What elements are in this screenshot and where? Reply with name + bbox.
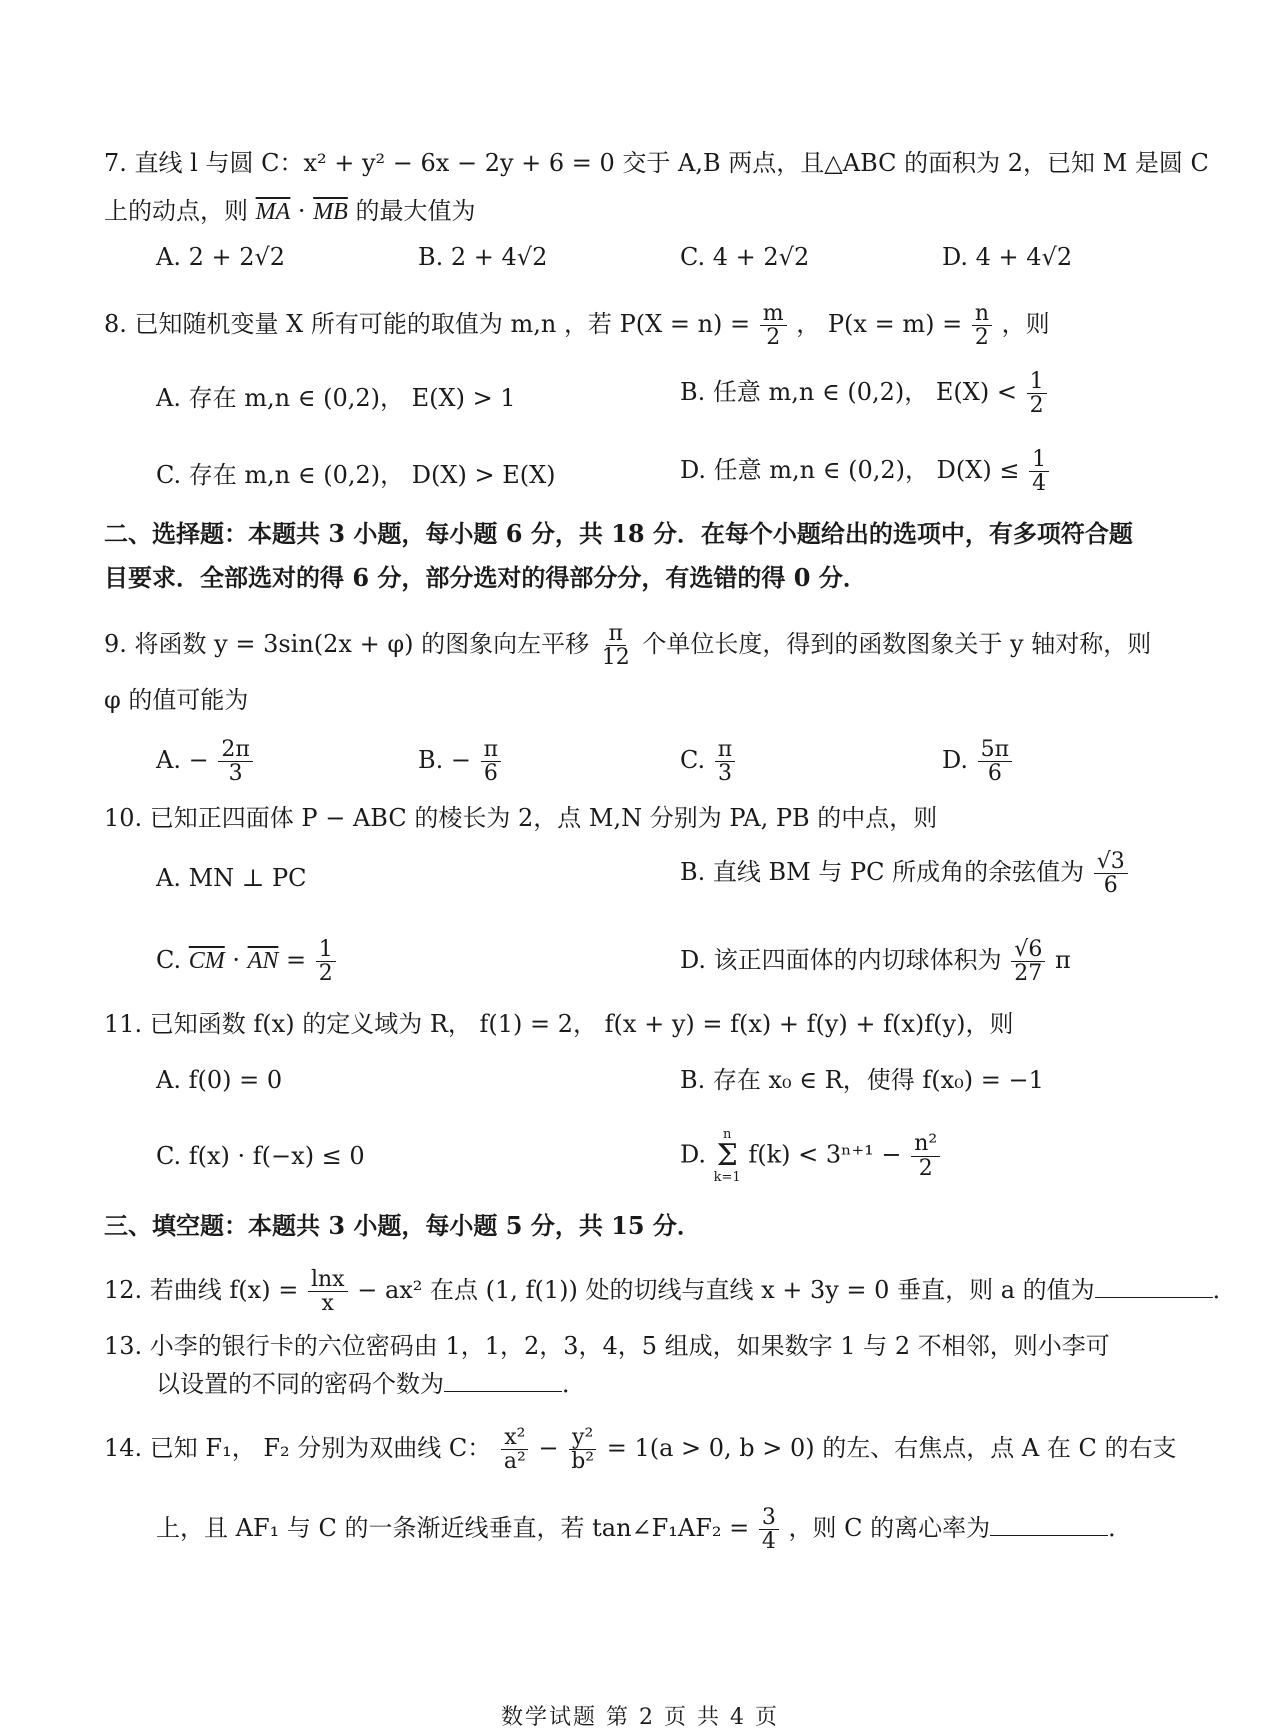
- q10-dot: ·: [224, 946, 248, 975]
- q14-end: ．: [1108, 1514, 1133, 1543]
- option-fraction: [481, 738, 501, 785]
- q10-option-b-fraction: [1094, 850, 1128, 897]
- q8-stem-post: ，则: [1001, 310, 1050, 339]
- q8-option-b-fraction: [1027, 370, 1047, 417]
- sum-symbol: Σ: [716, 1138, 738, 1173]
- q10-option-c: [156, 938, 338, 985]
- q8-stem-pre: 8. 已知随机变量 X 所有可能的取值为 m,n ，若 P(X = n) =: [104, 310, 751, 339]
- fraction-numerator: π: [606, 622, 626, 646]
- q10-option-b: [680, 850, 1130, 897]
- q12-answer-blank[interactable]: [1095, 1273, 1213, 1298]
- fraction-numerator: 1: [316, 938, 336, 962]
- q7-stem-line1: 7. 直线 l 与圆 C：x² + y² − 6x − 2y + 6 = 0 交于 A,B 两点，且△ABC 的面积为 2，已知 M 是圆 C: [104, 149, 1209, 177]
- fraction-denominator: a²: [503, 1449, 526, 1475]
- q11-option-d-fraction: [911, 1132, 940, 1179]
- fraction-denominator: 27: [1014, 961, 1043, 987]
- fraction-numerator: lnx: [308, 1268, 348, 1292]
- option-label: A. −: [156, 746, 209, 775]
- option-label: D.: [942, 746, 969, 775]
- option-label: C.: [680, 746, 706, 775]
- q8-option-a: A. 存在 m,n ∈ (0,2)， E(X) > 1: [156, 384, 516, 412]
- q9-option-d: [942, 738, 1014, 785]
- section-3-heading: 三、填空题：本题共 3 小题，每小题 5 分，共 15 分．: [104, 1211, 701, 1240]
- q7-vector-ma: $\overline{MA}$: [255, 199, 291, 225]
- q7-option-a: A. 2 + 2√2: [156, 243, 286, 271]
- q9-option-a: [156, 738, 255, 785]
- q10-stem: 10. 已知正四面体 P − ABC 的棱长为 2，点 M,N 分别为 PA, PB 的中点，则: [104, 804, 938, 832]
- q9-stem-pre: 9. 将函数 y = 3sin(2x + φ) 的图象向左平移: [104, 630, 590, 659]
- q11-option-d-text: f(k) < 3ⁿ⁺¹ −: [748, 1140, 902, 1169]
- fraction-denominator: x: [321, 1291, 334, 1317]
- q11-option-b: B. 存在 x₀ ∈ R，使得 f(x₀) = −1: [680, 1066, 1044, 1094]
- option-fraction: [218, 738, 252, 785]
- q13-answer-blank[interactable]: [444, 1367, 562, 1392]
- q14-fraction-y2-over-b2: [568, 1426, 597, 1473]
- fraction-numerator: y²: [569, 1426, 596, 1450]
- q14-stem-line1: [104, 1426, 1180, 1473]
- fraction-denominator: 2: [974, 325, 989, 351]
- q12-stem-post: − ax² 在点 (1, f(1)) 处的切线与直线 x + 3y = 0 垂直，则 a 的值为: [357, 1276, 1095, 1305]
- q10-option-d-text: D. 该正四面体的内切球体积为: [680, 946, 1002, 975]
- q14-stem-post: = 1(a > 0, b > 0) 的左、右焦点，点 A 在 C 的右支: [606, 1434, 1177, 1463]
- fraction-numerator: 2π: [218, 738, 252, 762]
- q7-stem-line2: [104, 193, 1180, 230]
- q11-option-c: C. f(x) · f(−x) ≤ 0: [156, 1142, 365, 1170]
- fraction-denominator: 2: [1029, 393, 1044, 419]
- q8-stem: [104, 302, 1180, 349]
- page-footer: 数学试题 第 2 页 共 4 页: [501, 1705, 779, 1730]
- sum-upper: n: [722, 1127, 732, 1142]
- q8-option-d-text: D. 任意 m,n ∈ (0,2)， D(X) ≤: [680, 456, 1020, 485]
- q14-line2-post: ，则 C 的离心率为: [788, 1514, 991, 1543]
- option-label: D.: [680, 1140, 707, 1169]
- q14-fraction-3-over-4: [759, 1506, 779, 1553]
- fraction-numerator: √6: [1011, 938, 1045, 962]
- fraction-denominator: 2: [766, 325, 781, 351]
- fraction-numerator: 1: [1029, 448, 1049, 472]
- sum-lower: k=1: [713, 1170, 741, 1185]
- q8-fraction-m-over-2: [760, 302, 787, 349]
- fraction-denominator: 3: [718, 761, 733, 787]
- q9-stem: [104, 622, 1180, 669]
- fraction-numerator: √3: [1094, 850, 1128, 874]
- q8-option-d: [680, 448, 1051, 495]
- q10-equals: =: [278, 946, 307, 975]
- q10-option-a: A. MN ⊥ PC: [156, 864, 307, 892]
- q13-end: ．: [562, 1370, 586, 1398]
- q10-option-d-pi: π: [1054, 946, 1071, 975]
- q8-option-b-text: B. 任意 m,n ∈ (0,2)， E(X) <: [680, 378, 1017, 407]
- fraction-denominator: 6: [483, 761, 498, 787]
- q7-stem-pre: 上的动点，则: [104, 197, 256, 225]
- q14-stem-line2: [156, 1506, 1180, 1553]
- q8-option-c: C. 存在 m,n ∈ (0,2)， D(X) > E(X): [156, 461, 556, 489]
- q13-stem-pre: 以设置的不同的密码个数为: [156, 1370, 444, 1398]
- q14-line2-pre: 上，且 AF₁ 与 C 的一条渐近线垂直，若 tan∠F₁AF₂ =: [156, 1514, 750, 1543]
- q7-option-d: D. 4 + 4√2: [942, 243, 1073, 271]
- fraction-denominator: 6: [987, 761, 1002, 787]
- option-label: B. −: [418, 746, 472, 775]
- option-fraction: [715, 738, 735, 785]
- q8-stem-mid: ， P(x = m) =: [796, 310, 963, 339]
- q10-option-d: [680, 938, 1071, 985]
- fraction-denominator: 6: [1103, 873, 1118, 899]
- fraction-denominator: 2: [318, 961, 333, 987]
- q8-option-d-fraction: [1029, 448, 1049, 495]
- q11-option-a: A. f(0) = 0: [156, 1066, 283, 1094]
- q11-option-d: [680, 1128, 942, 1184]
- q10-option-c-fraction: [316, 938, 336, 985]
- q8-fraction-n-over-2: [972, 302, 992, 349]
- q7-option-b: B. 2 + 4√2: [418, 243, 548, 271]
- q10-option-d-fraction: [1011, 938, 1045, 985]
- q7-vector-mb: $\overline{MB}$: [313, 199, 348, 225]
- section-2-heading-line1: 二、选择题：本题共 3 小题，每小题 6 分，共 18 分．在每个小题给出的选项中，有多项符合题: [104, 519, 1133, 548]
- q7-dot: ·: [290, 197, 314, 225]
- q12-stem-pre: 12. 若曲线 f(x) =: [104, 1276, 299, 1305]
- fraction-numerator: 3: [759, 1506, 779, 1530]
- q12-fraction-lnx-over-x: [308, 1268, 348, 1315]
- q8-option-b: [680, 370, 1049, 417]
- q7-stem-post: 的最大值为: [347, 197, 476, 225]
- fraction-numerator: 1: [1027, 370, 1047, 394]
- fraction-numerator: π: [715, 738, 735, 762]
- q10-vector-cm: $\overline{CM}$: [188, 948, 225, 975]
- q9-stem-line2: φ 的值可能为: [104, 686, 249, 714]
- fraction-numerator: x²: [501, 1426, 528, 1450]
- q13-stem-line1: 13. 小李的银行卡的六位密码由 1，1，2，3，4，5 组成，如果数字 1 与 2 不相邻，则小李可: [104, 1332, 1110, 1360]
- q12-stem: [104, 1267, 1237, 1317]
- fraction-numerator: n: [972, 302, 992, 326]
- q14-stem-pre: 14. 已知 F₁， F₂ 分别为双曲线 C：: [104, 1434, 492, 1463]
- fraction-denominator: b²: [571, 1449, 595, 1475]
- q14-answer-blank[interactable]: [990, 1511, 1108, 1536]
- fraction-numerator: m: [760, 302, 787, 326]
- q11-stem: 11. 已知函数 f(x) 的定义域为 R， f(1) = 2， f(x + y) = f(x) + f(y) + f(x)f(y)，则: [104, 1010, 1014, 1038]
- fraction-denominator: 12: [601, 645, 630, 671]
- q13-stem-line2: [156, 1366, 1180, 1402]
- q9-option-b: [418, 738, 503, 785]
- q9-stem-post: 个单位长度，得到的函数图象关于 y 轴对称，则: [642, 630, 1152, 659]
- q9-option-c: [680, 738, 737, 785]
- q14-fraction-x2-over-a2: [501, 1426, 529, 1473]
- fraction-numerator: 5π: [978, 738, 1012, 762]
- option-fraction: [978, 738, 1012, 785]
- fraction-numerator: π: [481, 738, 501, 762]
- fraction-denominator: 4: [761, 1529, 776, 1555]
- q12-end: ．: [1212, 1276, 1237, 1305]
- q9-fraction-pi-over-12: [599, 622, 633, 669]
- q10-option-b-text: B. 直线 BM 与 PC 所成角的余弦值为: [680, 858, 1085, 887]
- fraction-numerator: n²: [911, 1132, 940, 1156]
- fraction-denominator: 4: [1032, 471, 1047, 497]
- q10-vector-an: $\overline{AN}$: [247, 948, 279, 975]
- fraction-denominator: 2: [918, 1155, 933, 1181]
- section-2-heading-line2: 目要求．全部选对的得 6 分，部分选对的得部分分，有选错的得 0 分．: [104, 563, 867, 592]
- summation-icon: [714, 1128, 741, 1184]
- q7-option-c: C. 4 + 2√2: [680, 243, 810, 271]
- q14-minus: −: [530, 1434, 567, 1463]
- option-label: C.: [156, 946, 189, 975]
- fraction-denominator: 3: [228, 761, 243, 787]
